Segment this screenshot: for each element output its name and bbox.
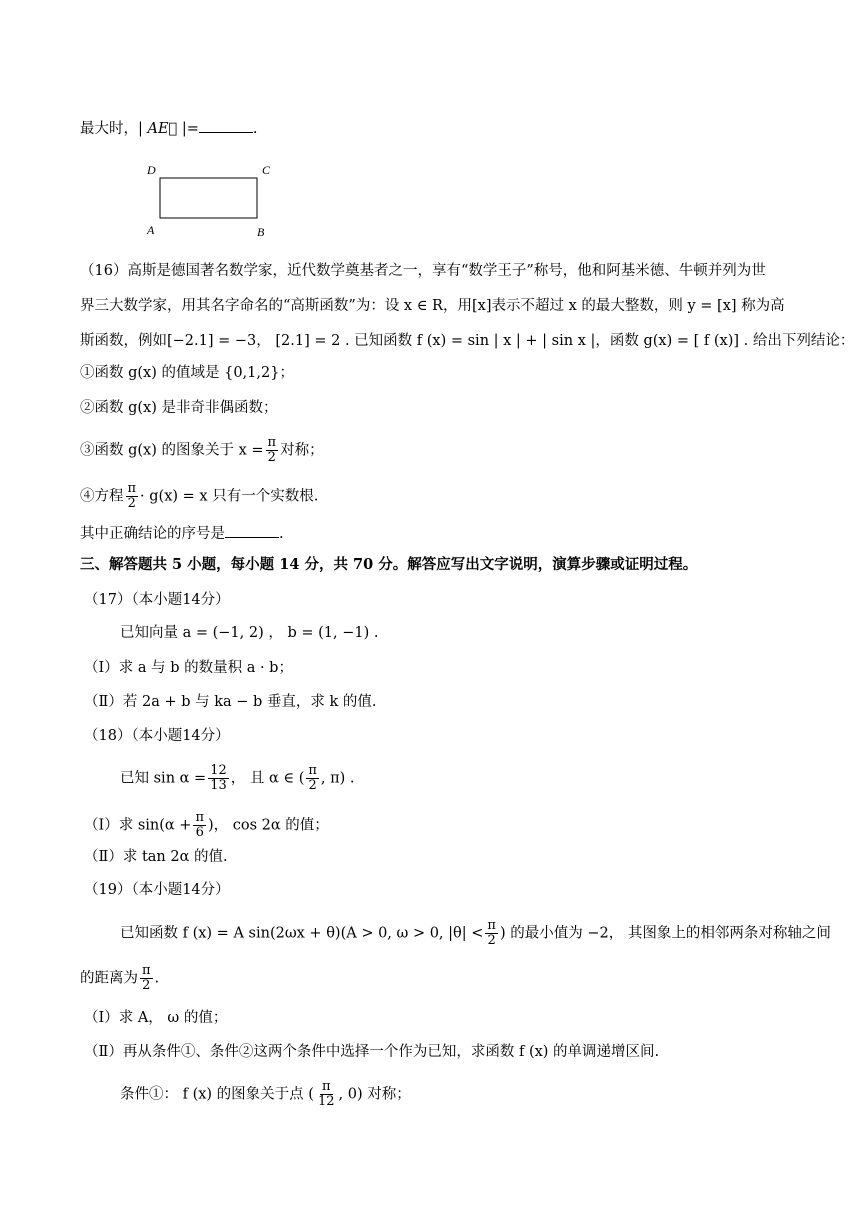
fraction (193, 811, 206, 840)
q16-conclusion-1: ①函数 g(x) 的值域是 {0,1,2}； (80, 365, 294, 381)
label-b: B (257, 225, 265, 239)
denominator: 13 (210, 778, 227, 793)
rectangle-abcd (160, 178, 257, 218)
denominator: 2 (267, 450, 276, 465)
given-end: , π) . (320, 770, 355, 787)
denominator: 12 (317, 1094, 335, 1109)
q17-given: 已知向量 a = (−1, 2) ， b = (1, −1) . (120, 625, 379, 641)
q19-part-2: （Ⅱ）再从条件①、条件②这两个条件中选择一个作为已知，求函数 f (x) 的单调递增区间. (84, 1044, 660, 1060)
given-mid: ， 且 α ∈ ( (230, 770, 305, 787)
numerator: 12 (210, 763, 227, 778)
ask-text: 其中正确结论的序号是 (80, 526, 225, 542)
vector-magnitude: | AE⃗ |= (138, 121, 199, 137)
c4-end: · g(x) = x 只有一个实数根. (140, 488, 319, 505)
q18-part-2: （Ⅱ）求 tan 2α 的值. (84, 849, 228, 865)
q18-part-1 (84, 811, 329, 840)
answer-blank[interactable] (225, 523, 279, 538)
q19-part-1: （Ⅰ）求 A， ω 的值； (84, 1010, 228, 1026)
cond-end: , 0) 对称； (338, 1086, 411, 1103)
denominator: 2 (127, 496, 136, 511)
c3-end: 对称； (280, 442, 324, 459)
numerator: π (308, 763, 317, 778)
given-text: 已知函数 f (x) = A sin(2ωx + θ)(A > 0, ω > 0, |θ| < (120, 925, 484, 942)
fraction (485, 919, 498, 948)
line-end: . (252, 121, 258, 137)
denominator: 2 (142, 978, 151, 993)
q16-conclusion-4 (80, 482, 318, 511)
answer-blank[interactable] (199, 118, 253, 133)
numerator: π (142, 963, 151, 978)
numerator: π (127, 481, 137, 496)
q16-conclusion-3 (80, 436, 324, 465)
fraction (140, 964, 153, 993)
q16-ask (80, 523, 284, 544)
denominator: 2 (308, 778, 317, 793)
c3-text: ③函数 g(x) 的图象关于 x = (80, 442, 264, 459)
fraction (316, 1080, 337, 1109)
part-text: （Ⅰ）求 sin(α + (84, 817, 192, 834)
dist-text: 的距离为 (80, 970, 138, 987)
q17-part-1: （Ⅰ）求 a 与 b 的数量积 a · b； (84, 660, 293, 676)
line-prefix: 最大时， (80, 121, 138, 137)
q19-condition-1 (120, 1080, 411, 1109)
q16-line-3: 斯函数，例如[−2.1] = −3， [2.1] = 2 . 已知函数 f (x) = sin | x | + | sin x |，函数 g(x) = [ f (x)] . 给出下列结论： (80, 333, 855, 349)
numerator: π (267, 435, 277, 450)
numerator: π (487, 918, 496, 933)
answer-line (80, 118, 258, 139)
section-heading: 三、解答题共 5 小题，每小题 14 分，共 70 分。解答应写出文字说明，演算步骤或证明过程。 (80, 556, 698, 573)
q16-line-2: 界三大数学家，用其名字命名的“高斯函数”为：设 x ∈ R，用[x]表示不超过 x 的最大整数，则 y = [x] 称为高 (80, 298, 785, 314)
q18-given (120, 764, 355, 793)
given-end: ) 的最小值为 −2， 其图象上的相邻两条对称轴之间 (499, 925, 831, 942)
label-a: A (147, 223, 155, 237)
denominator: 2 (487, 933, 496, 948)
fraction (126, 482, 139, 511)
given-text: 已知 sin α = (120, 770, 207, 787)
denominator: 6 (195, 825, 204, 840)
fraction (208, 764, 229, 793)
fraction (306, 764, 319, 793)
fraction (266, 436, 279, 465)
q19-heading: （19）（本小题14分） (84, 882, 230, 898)
numerator: π (195, 810, 205, 825)
c4-text: ④方程 (80, 488, 124, 505)
ask-end: . (279, 526, 284, 542)
q16-line-1: （16）高斯是德国著名数学家，近代数学奠基者之一，享有“数学王子”称号，他和阿基米德、牛顿并列为世 (80, 263, 766, 279)
dist-end: . (154, 970, 160, 987)
q18-heading: （18）（本小题14分） (84, 728, 230, 744)
numerator: π (321, 1079, 331, 1094)
q19-given (120, 919, 831, 948)
q17-part-2: （Ⅱ）若 2a + b 与 ka − b 垂直，求 k 的值. (84, 694, 377, 710)
part-end: )， cos 2α 的值； (208, 817, 329, 834)
label-d: D (147, 163, 156, 177)
cond-text: 条件①： f (x) 的图象关于点 ( (120, 1086, 314, 1103)
q19-distance (80, 964, 159, 993)
rectangle-figure (140, 160, 280, 240)
q17-heading: （17）（本小题14分） (84, 592, 230, 608)
q16-conclusion-2: ②函数 g(x) 是非奇非偶函数； (80, 400, 278, 416)
label-c: C (262, 163, 271, 177)
